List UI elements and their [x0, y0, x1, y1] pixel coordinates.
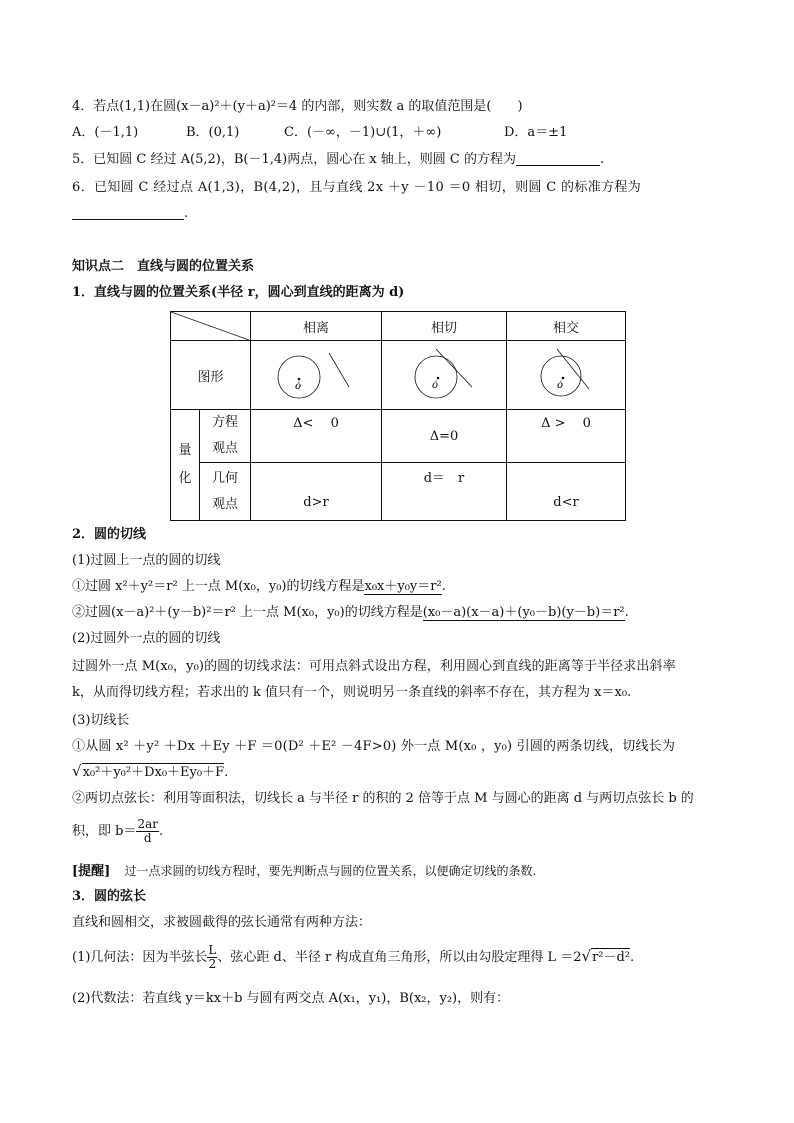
item-3-2: (2)代数法：若直线 y＝kx＋b 与圆有两交点 A(x₁，y₁)，B(x₂，y₂)，则有：: [72, 991, 510, 1006]
item-2-1b: ②过圆(x－a)²＋(y－b)²＝r² 上一点 M(x₀，y₀)的切线方程是(x₀－a)(x－a)＋(y₀－b)(y－b)＝r².: [72, 605, 629, 620]
item-2-3b-formula: 积，即 b＝ $\frac{2ar}{d}$ .: [72, 817, 164, 845]
tip-text: 过一点求圆的切线方程时，要先判断点与圆的位置关系，以便确定切线的条数.: [124, 864, 537, 878]
eq-tangent: Δ=0: [382, 410, 507, 463]
geo-intersect: d<r: [507, 463, 626, 521]
sqrt-expression: x₀²＋y₀²＋Dx₀＋Ey₀＋F: [82, 765, 225, 780]
question-4-stem: 4．若点(1,1)在圆(x－a)²＋(y＋a)²＝4 的内部，则实数 a 的取值范围是( ): [72, 99, 523, 114]
answer-underlined: (x₀－a)(x－a)＋(y₀－b)(y－b)＝r²: [422, 605, 625, 620]
option-b: B．(0,1): [186, 125, 240, 140]
tip-label: [提醒]: [72, 864, 111, 879]
position-relation-table: [170, 311, 626, 521]
svg-text:ȯ: ȯ: [432, 380, 439, 391]
option-a: A．(－1,1): [72, 125, 139, 140]
option-d: D．a＝±1: [504, 125, 568, 140]
geo-tangent: d＝ r: [382, 463, 507, 521]
question-6-stem: 6．已知圆 C 经过点 A(1,3)，B(4,2)，且与直线 2x ＋y －10 ＝0 相切，则圆 C 的标准方程为: [72, 180, 642, 195]
figure-intersect: [507, 341, 626, 410]
sqrt-expression: r²－d²: [592, 950, 631, 965]
question-5: 5．已知圆 C 经过 A(5,2)，B(－1,4)两点，圆心在 x 轴上，则圆 C 的方程为 .: [72, 152, 605, 167]
item-2-1a: ①过圆 x²＋y²＝r² 上一点 M(x₀，y₀)的切线方程是x₀x＋y₀y＝r².: [72, 579, 446, 594]
answer-blank: [516, 151, 600, 166]
item-2-2-text-1: 过圆外一点 M(x₀，y₀)的圆的切线求法：可用点斜式设出方程，利用圆心到直线的距离等于半径求出斜率: [72, 659, 676, 674]
eq-intersect: Δ > 0: [507, 410, 626, 463]
item-2-2-text-2: k，从而得切线方程；若求出的 k 值只有一个，则说明另一条直线的斜率不存在，其方程为 x＝x₀.: [72, 685, 632, 700]
row-label-equation: 方程 观点: [200, 410, 251, 463]
geo-separate: d>r: [251, 463, 382, 521]
corner-cell: [171, 312, 251, 341]
item-2-3a: ①从圆 x² ＋y² ＋Dx ＋Ey ＋F ＝0(D² ＋E² －4F>0) 外一点 M(x₀ ，y₀) 引圆的两条切线，切线长为: [72, 739, 676, 754]
svg-text:ȯ: ȯ: [557, 380, 564, 391]
figure-separate: [251, 341, 382, 410]
item-2-3a-formula: √x₀²＋y₀²＋Dx₀＋Ey₀＋F.: [72, 762, 229, 780]
item-2-1: (1)过圆上一点的圆的切线: [72, 553, 221, 568]
item-3-text: 直线和圆相交，求被圆截得的弦长通常有两种方法：: [72, 915, 372, 930]
item-1-title: 1．直线与圆的位置关系(半径 r，圆心到直线的距离为 d): [72, 285, 405, 300]
fraction: $\frac{L}{2}$: [208, 943, 217, 971]
item-3-1: (1)几何法：因为半弦长 $\frac{L}{2}$ 、弦心距 d、半径 r 构成直角三角形，所以由勾股定理得 L ＝2√r²－d².: [72, 943, 635, 971]
answer-blank: [72, 205, 184, 220]
option-c: C．(－∞，－1)∪(1，＋∞): [284, 125, 442, 140]
item-2-3: (3)切线长: [72, 713, 130, 728]
row-label-geometry: 几何 观点: [200, 463, 251, 521]
figure-tangent: [382, 341, 507, 410]
row-group-label: 量 化: [171, 410, 200, 521]
fraction: $\frac{2ar}{d}$: [137, 817, 158, 845]
item-2-title: 2．圆的切线: [72, 527, 147, 542]
header-intersect: 相交: [507, 312, 626, 341]
item-3-title: 3．圆的弦长: [72, 889, 147, 904]
section-title: 知识点二 直线与圆的位置关系: [72, 259, 255, 274]
diagonal-line: [171, 312, 249, 340]
row-label-figure: 图形: [171, 341, 251, 410]
item-2-3b: ②两切点弦长：利用等面积法，切线长 a 与半径 r 的积的 2 倍等于点 M 与圆心的距离 d 与两切点弦长 b 的: [72, 791, 694, 806]
header-tangent: 相切: [382, 312, 507, 341]
svg-text:ȯ: ȯ: [295, 381, 302, 392]
tip: [72, 862, 722, 881]
circle-line-intersect-diagram: [507, 341, 625, 409]
question-6-blank-line: .: [72, 205, 722, 223]
answer-underlined: x₀x＋y₀y＝r²: [364, 579, 442, 594]
circle-line-tangent-diagram: [382, 341, 506, 409]
question-5-stem: 5．已知圆 C 经过 A(5,2)，B(－1,4)两点，圆心在 x 轴上，则圆 C 的方程为: [72, 152, 516, 167]
eq-separate: Δ< 0: [251, 410, 382, 463]
header-separate: 相离: [251, 312, 382, 341]
item-2-2: (2)过圆外一点的圆的切线: [72, 631, 221, 646]
circle-line-separate-diagram: [251, 341, 381, 409]
